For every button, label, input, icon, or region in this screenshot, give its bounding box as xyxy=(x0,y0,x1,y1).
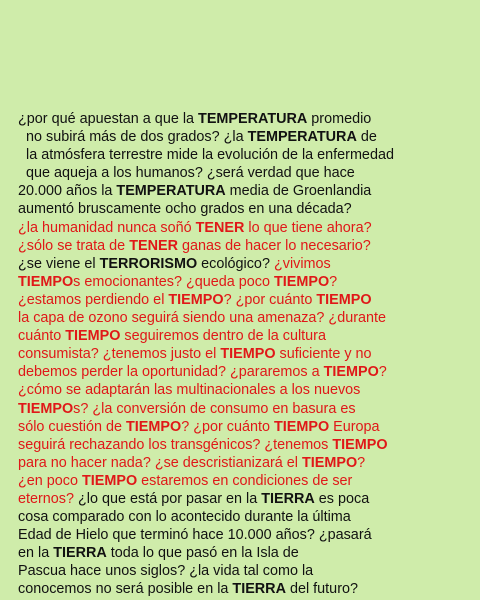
poem-line xyxy=(0,291,480,309)
keyword-text: TIERRA xyxy=(232,581,286,598)
poem-line xyxy=(0,219,480,237)
poem-line xyxy=(0,255,480,273)
keyword-text: TIEMPO xyxy=(18,400,74,417)
keyword-text: TIERRA xyxy=(261,490,315,507)
keyword-text: TIEMPO xyxy=(82,472,138,489)
poem-text: aumentó bruscamente ocho grados en una década? xyxy=(18,201,352,218)
poem-text: ? xyxy=(329,273,338,290)
poem-text: eternos? xyxy=(18,490,79,507)
keyword-text: TIEMPO xyxy=(273,418,330,435)
poem-text: ¿sólo se trata de xyxy=(18,237,130,254)
poem-text: s emocionantes? ¿queda poco xyxy=(73,273,274,290)
keyword-text: TIEMPO xyxy=(332,436,388,453)
keyword-text: TERRORISMO xyxy=(99,255,198,272)
poem-text: consumista? ¿tenemos justo el xyxy=(18,346,221,363)
poem-text: ¿vivimos xyxy=(273,255,331,272)
poem-line xyxy=(0,580,480,598)
poem-text: es poca xyxy=(314,490,370,507)
keyword-text: TIERRA xyxy=(53,545,107,562)
keyword-text: TIEMPO xyxy=(18,273,74,290)
poem-line xyxy=(0,128,480,146)
poem-text: toda lo que pasó en la Isla de xyxy=(106,545,299,562)
keyword-text: TIEMPO xyxy=(168,291,224,308)
poem-line xyxy=(0,273,480,291)
poem-text: ¿estamos perdiendo el xyxy=(18,291,169,308)
poem-line xyxy=(0,436,480,454)
poem-line xyxy=(0,182,480,200)
poem-line xyxy=(0,110,480,128)
poem-text: ¿cómo se adaptarán las multinacionales a los nuevos xyxy=(18,382,361,399)
keyword-text: TENER xyxy=(195,219,245,236)
poem-text: debemos perder la oportunidad? ¿pararemos a xyxy=(18,364,324,381)
poem-text: seguirá rechazando los transgénicos? ¿tenemos xyxy=(18,436,333,453)
poem-line xyxy=(0,472,480,490)
poem-text: ? xyxy=(378,364,387,381)
poem-text: ganas de hacer lo necesario? xyxy=(177,237,371,254)
poem-text: estaremos en condiciones de ser xyxy=(137,472,353,489)
poem-line xyxy=(0,490,480,508)
keyword-text: TENER xyxy=(129,237,178,254)
poem-line xyxy=(0,237,480,255)
poem-text: ? ¿por cuánto xyxy=(223,291,317,308)
poem-line xyxy=(0,345,480,363)
poem-text: ¿se viene el xyxy=(18,255,100,272)
poem-text: de xyxy=(356,129,377,146)
poem-text: seguiremos dentro de la cultura xyxy=(120,328,326,345)
keyword-text: TIEMPO xyxy=(126,418,182,435)
poem-text: conocemos no será posible en la xyxy=(18,581,233,598)
poem-text: ecológico? xyxy=(197,255,274,272)
poem-text: cuánto xyxy=(18,328,66,345)
poem-text: que aqueja a los humanos? ¿será verdad que hace xyxy=(22,165,355,182)
poem-text: cosa comparado con lo acontecido durante la última xyxy=(18,509,351,526)
poem-text: 20.000 años la xyxy=(18,183,117,200)
poem-line xyxy=(0,454,480,472)
poem-text: no subirá más de dos grados? ¿la xyxy=(22,129,248,146)
poem-line xyxy=(0,381,480,399)
keyword-text: TIEMPO xyxy=(316,291,372,308)
keyword-text: TEMPERATURA xyxy=(198,111,308,127)
poem-text: en la xyxy=(18,545,54,562)
poem-line xyxy=(0,418,480,436)
poem-line xyxy=(0,526,480,544)
poem-text: sólo cuestión de xyxy=(18,418,127,435)
poem-line xyxy=(0,562,480,580)
poem-line xyxy=(0,544,480,562)
poem-text: ? ¿por cuánto xyxy=(181,418,274,435)
keyword-text: TEMPERATURA xyxy=(116,183,226,200)
poem-text: ¿en poco xyxy=(18,472,82,489)
keyword-text: TIEMPO xyxy=(273,273,330,290)
poem-line xyxy=(0,164,480,182)
keyword-text: TIEMPO xyxy=(220,346,276,363)
poem-line xyxy=(0,146,480,164)
keyword-text: TIEMPO xyxy=(301,454,358,471)
poem-text: para no hacer nada? ¿se descristianizará el xyxy=(18,454,302,471)
poem-text: la capa de ozono seguirá siendo una amenaza? ¿durante xyxy=(18,310,387,327)
poem-line xyxy=(0,200,480,218)
poem-line xyxy=(0,400,480,418)
poem-line xyxy=(0,327,480,345)
poem-text: media de Groenlandia xyxy=(225,183,372,200)
poem-text: Pascua hace unos siglos? ¿la vida tal como la xyxy=(18,563,314,580)
poem-text-block xyxy=(0,110,480,599)
keyword-text: TEMPERATURA xyxy=(247,129,357,146)
poem-text: ¿la humanidad nunca soñó xyxy=(18,219,196,236)
poem-text: lo que tiene ahora? xyxy=(244,219,372,236)
keyword-text: TIEMPO xyxy=(323,364,379,381)
poem-text: ? xyxy=(357,454,366,471)
poem-text: Edad de Hielo que terminó hace 10.000 años? ¿pasará xyxy=(18,527,372,544)
poem-line xyxy=(0,363,480,381)
poem-text: la atmósfera terrestre mide la evolución de la enfermedad xyxy=(22,147,394,164)
poem-text: Europa xyxy=(329,418,380,435)
poem-text: promedio xyxy=(307,111,372,127)
poem-line xyxy=(0,309,480,327)
keyword-text: TIEMPO xyxy=(65,328,121,345)
poem-text: ¿por qué apuestan a que la xyxy=(18,111,199,127)
poem-text: suficiente y no xyxy=(275,346,372,363)
poem-text: del futuro? xyxy=(285,581,358,598)
poem-text: ¿lo que está por pasar en la xyxy=(78,490,262,507)
poem-text: s? ¿la conversión de consumo en basura es xyxy=(73,400,356,417)
poem-line xyxy=(0,508,480,526)
